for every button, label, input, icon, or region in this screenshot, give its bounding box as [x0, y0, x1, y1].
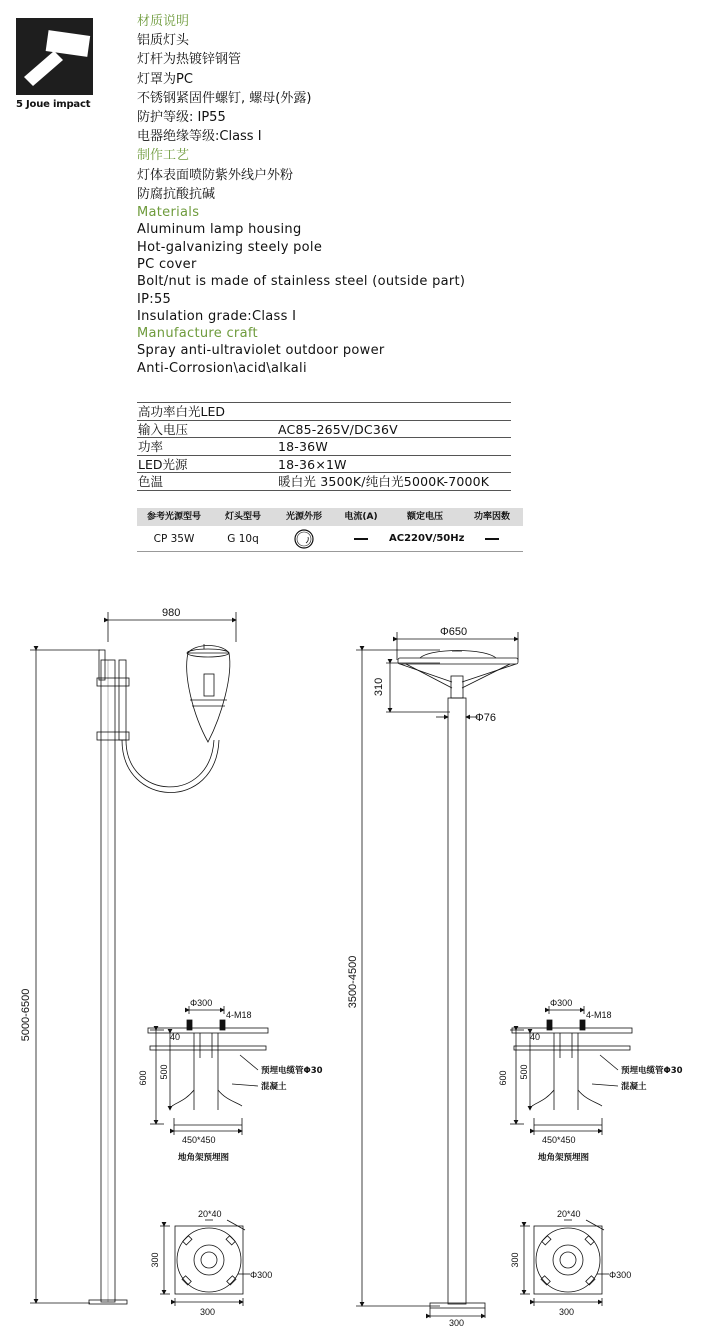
foundation-caption: 地角架预埋图: [178, 1153, 230, 1163]
dim-head-height: 310: [373, 677, 385, 697]
spec-key: 功率: [138, 439, 164, 454]
plate-height: 300: [150, 1252, 160, 1268]
table-row: [137, 473, 511, 491]
plate-slot: 20*40: [557, 1209, 581, 1219]
technical-drawing: [0, 590, 712, 1327]
material-en-3: Bolt/nut is made of stainless steel (outside part): [137, 274, 466, 290]
material-cn-3: 不锈钢紧固件螺钉, 螺母(外露): [137, 90, 312, 106]
spec-value: 18-36W: [278, 439, 328, 454]
table-row: [137, 421, 511, 439]
concrete-label: 混凝土: [621, 1082, 647, 1092]
spec-key: 色温: [138, 474, 164, 489]
column-header: 功率因数: [473, 512, 510, 522]
foundation-offset: 40: [530, 1032, 541, 1042]
plate-width: 300: [559, 1307, 575, 1317]
table-row: [137, 526, 523, 552]
cable-label: 预埋电缆管Φ30: [621, 1066, 683, 1076]
table-row: [137, 456, 511, 474]
dim-width: 980: [162, 607, 181, 619]
spec-value: 18-36×1W: [278, 456, 347, 472]
material-en-5: Insulation grade:Class I: [137, 308, 297, 324]
craft-cn-1: 防腐抗酸抗碱: [137, 186, 216, 202]
craft-cn-0: 灯体表面喷防紫外线户外粉: [137, 167, 294, 183]
plate-slot: 20*40: [198, 1209, 222, 1219]
craft-en-0: Spray anti-ultraviolet outdoor power: [137, 343, 385, 359]
logo-text: 5 Joue impact: [16, 99, 91, 110]
column-header: 灯头型号: [224, 512, 261, 522]
spec-table: [137, 402, 511, 491]
lamp-head: G 10q: [227, 533, 259, 545]
lamp-table: [137, 508, 523, 552]
material-en-4: IP:55: [137, 291, 172, 307]
dim-diameter: Φ650: [440, 626, 468, 638]
column-header: 电流(A): [344, 512, 378, 522]
left-lamp-drawing: [30, 612, 236, 1304]
heading-craft-cn: 制作工艺: [137, 148, 190, 164]
material-cn-4: 防护等级: IP55: [137, 110, 226, 126]
spec-text: [137, 12, 537, 377]
column-header: 额定电压: [406, 512, 443, 522]
lamp-shape-icon: [275, 526, 333, 551]
plate-diameter: Φ300: [250, 1270, 273, 1280]
material-cn-0: 铝质灯头: [137, 33, 190, 49]
heading-craft-en: Manufacture craft: [137, 326, 258, 342]
foundation-bolts: 4-M18: [586, 1010, 612, 1020]
lamp-table-header: [137, 508, 523, 526]
base-plate-right: [520, 1220, 609, 1306]
plate-width: 300: [200, 1307, 216, 1317]
hammer-icon: [16, 18, 93, 95]
current-dash-icon: [333, 526, 389, 551]
material-cn-2: 灯罩为PC: [137, 71, 193, 87]
right-lamp-drawing: [356, 632, 518, 1318]
dim-base-width: 300: [449, 1318, 465, 1327]
column-header: 参考光源型号: [146, 512, 201, 522]
dim-height-right: 3500-4500: [347, 955, 359, 1009]
foundation-caption: 地角架预埋图: [538, 1153, 590, 1163]
dim-pole-diameter: Φ76: [475, 712, 497, 724]
base-plate-left: [160, 1220, 250, 1306]
foundation-diameter: Φ300: [550, 998, 573, 1008]
foundation-base: 450*450: [182, 1135, 216, 1145]
logo-mark: [16, 18, 93, 95]
foundation-offset: 40: [170, 1032, 181, 1042]
spec-value: AC85-265V/DC36V: [278, 421, 398, 437]
heading-materials-cn: 材质说明: [137, 14, 190, 29]
material-cn-1: 灯杆为热镀锌钢管: [137, 52, 242, 68]
material-en-2: PC cover: [137, 256, 197, 272]
craft-en-1: Anti-Corrosion\acid\alkali: [137, 360, 307, 376]
material-en-1: Hot-galvanizing steely pole: [137, 239, 323, 255]
foundation-diameter: Φ300: [190, 998, 213, 1008]
spec-key: LED光源: [138, 456, 188, 472]
cable-label: 预埋电缆管Φ30: [261, 1066, 323, 1076]
concrete-label: 混凝土: [261, 1082, 287, 1092]
foundation-inner-height: 500: [159, 1064, 169, 1080]
foundation-outer-height: 600: [138, 1070, 148, 1086]
spec-key: 输入电压: [138, 421, 189, 437]
column-header: 光源外形: [285, 512, 322, 522]
spec-table-title-row: [137, 403, 511, 421]
heading-materials-en: Materials: [137, 205, 200, 221]
power-factor-dash-icon: [461, 526, 523, 551]
spec-table-title: 高功率白光LED: [138, 404, 225, 419]
foundation-inner-height: 500: [519, 1064, 529, 1080]
material-en-0: Aluminum lamp housing: [137, 222, 302, 238]
plate-diameter: Φ300: [609, 1270, 632, 1280]
foundation-base: 450*450: [542, 1135, 576, 1145]
material-cn-5: 电器绝缘等级:Class Ⅰ: [137, 129, 262, 145]
table-row: [137, 438, 511, 456]
foundation-outer-height: 600: [498, 1070, 508, 1086]
plate-height: 300: [510, 1252, 520, 1268]
lamp-voltage: AC220V/50Hz: [389, 533, 465, 544]
foundation-bolts: 4-M18: [226, 1010, 252, 1020]
spec-value: 暖白光 3500K/纯白光5000K-7000K: [278, 474, 490, 489]
dim-height-left: 5000-6500: [20, 988, 32, 1042]
lamp-model: CP 35W: [153, 533, 195, 545]
